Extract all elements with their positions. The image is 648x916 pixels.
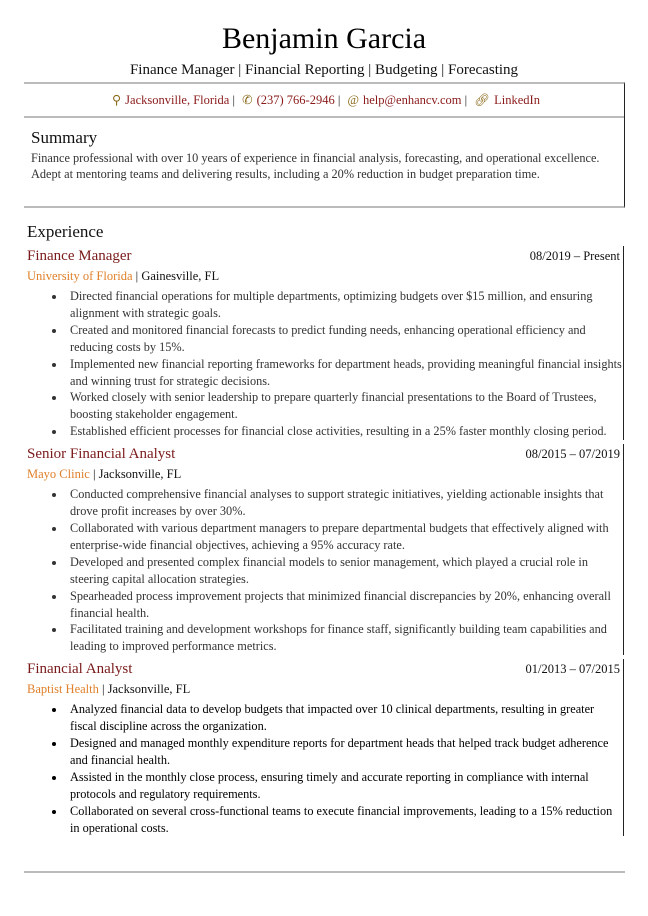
bullet-item: • Conducted comprehensive financial analyses to support strategic initiatives, yielding actionable insights that drove profit increases by over 30%. xyxy=(66,486,623,520)
job-location: Jacksonville, FL xyxy=(107,682,191,697)
separator: | xyxy=(464,93,468,107)
location: Jacksonville, Florida xyxy=(125,93,230,107)
bullet-item: • Worked closely with senior leadership to prepare quarterly financial presentations to the Board of Trustees, boosting stakeholder engagement. xyxy=(66,389,623,423)
bullet-item: • Developed and presented complex financial models to senior management, which played a crucial role in steering capital allocation strategies. xyxy=(66,554,623,588)
job-company-line: Mayo Clinic | Jacksonville, FL xyxy=(27,467,182,482)
job-location: Jacksonville, FL xyxy=(98,467,182,482)
bullet-item: • Created and monitored financial forecasts to predict funding needs, enhancing operational efficiency and reducing costs by 15%. xyxy=(66,322,623,356)
phone[interactable]: (237) 766-2946 xyxy=(256,93,335,107)
separator: | xyxy=(337,93,341,107)
job-title: Finance Manager xyxy=(27,248,132,264)
job-company-line: Baptist Health | Jacksonville, FL xyxy=(27,682,191,697)
bullet-item: • Assisted in the monthly close process, ensuring timely and accurate reporting in compliance with internal protocols and regulatory requirements. xyxy=(66,769,623,803)
bullet-list xyxy=(24,701,623,836)
experience-section xyxy=(24,222,624,836)
job-entry xyxy=(24,246,624,440)
summary-text: Finance professional with over 10 years of experience in financial analysis, forecasting, and operational excellence. Adept at mentoring teams and delivering results, including a 20% reduction in budget preparation time. xyxy=(31,151,600,181)
bullet-item: • Facilitated training and development workshops for finance staff, significantly building team capabilities and leading to improved performance metrics. xyxy=(66,621,623,655)
link-icon: 🔗︎ xyxy=(474,93,491,107)
job-dates: 08/2019 – Present xyxy=(529,249,620,263)
divider xyxy=(24,871,625,873)
company-name: Baptist Health xyxy=(27,682,99,697)
summary-heading: Summary xyxy=(31,128,98,147)
bullet-item: • Collaborated with various department managers to prepare departmental budgets that effectively aligned with enterprise-wide financial objectives, achieving a 95% accuracy rate. xyxy=(66,520,623,554)
job-entry xyxy=(24,444,624,655)
bullet-list xyxy=(24,288,623,440)
bullet-item: • Analyzed financial data to develop budgets that impacted over 10 clinical departments, resulting in greater fiscal discipline across the organization. xyxy=(66,701,623,735)
candidate-name: Benjamin Garcia xyxy=(221,22,427,55)
job-location: Gainesville, FL xyxy=(141,269,220,283)
job-company-line: University of Florida | Gainesville, FL xyxy=(27,269,220,283)
bullet-item: • Collaborated on several cross-functional teams to execute financial improvements, leading to a 15% reduction in operational costs. xyxy=(66,803,623,837)
job-dates: 01/2013 – 07/2015 xyxy=(525,662,620,677)
bullet-list xyxy=(24,486,623,655)
job-dates: 08/2015 – 07/2019 xyxy=(525,447,620,462)
company-name: Mayo Clinic xyxy=(27,467,90,482)
job-title: Financial Analyst xyxy=(27,661,133,678)
job-entry xyxy=(24,659,624,836)
location-pin-icon: ⚲ xyxy=(112,93,122,107)
tagline: Finance Manager | Financial Reporting | Budgeting | Forecasting xyxy=(129,62,519,78)
bullet-item: • Spearheaded process improvement projects that minimized financial discrepancies by 20%, enhancing overall financial health. xyxy=(66,588,623,622)
summary-section xyxy=(24,116,625,208)
contact-bar xyxy=(24,82,625,118)
bullet-item: • Established efficient processes for financial close activities, resulting in a 25% faster monthly closing period. xyxy=(66,423,623,440)
company-name: University of Florida xyxy=(27,269,133,283)
separator: | xyxy=(232,93,235,107)
phone-icon: ✆ xyxy=(242,93,253,107)
job-title: Senior Financial Analyst xyxy=(27,446,176,463)
bullet-item: • Designed and managed monthly expenditure reports for department heads that helped track budget adherence and financial health. xyxy=(66,735,623,769)
bullet-item: • Directed financial operations for multiple departments, optimizing budgets over $15 million, and ensuring alignment with strategic goals. xyxy=(66,288,623,322)
linkedin-link[interactable]: LinkedIn xyxy=(494,93,540,107)
experience-heading: Experience xyxy=(27,222,104,241)
at-icon: @ xyxy=(347,93,359,107)
bullet-item: • Implemented new financial reporting frameworks for department heads, providing meaningful financial insights and winning trust for strategic decisions. xyxy=(66,356,623,390)
email-link[interactable]: help@enhancv.com xyxy=(362,93,462,107)
